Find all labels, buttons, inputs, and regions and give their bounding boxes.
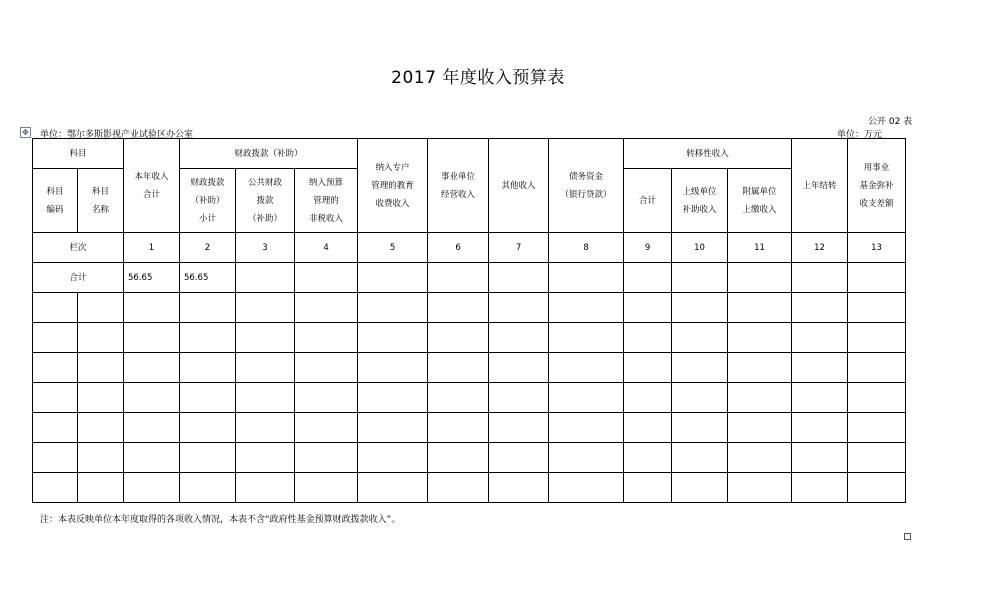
header-fiscal-appropriation: 财政拨款（补助） bbox=[180, 139, 358, 169]
header-last-year-balance: 上年结转 bbox=[792, 139, 848, 233]
table-cell[interactable] bbox=[428, 383, 489, 413]
table-cell[interactable] bbox=[124, 353, 180, 383]
index-cell: 4 bbox=[295, 233, 358, 263]
total-cell[interactable] bbox=[358, 263, 428, 293]
table-cell[interactable] bbox=[848, 353, 906, 383]
table-cell[interactable] bbox=[180, 353, 236, 383]
table-cell[interactable] bbox=[489, 473, 549, 503]
table-cell[interactable] bbox=[295, 383, 358, 413]
table-cell[interactable] bbox=[489, 293, 549, 323]
header-other-income: 其他收入 bbox=[489, 139, 549, 233]
table-cell[interactable] bbox=[33, 413, 78, 443]
table-cell[interactable] bbox=[792, 383, 848, 413]
table-cell[interactable] bbox=[428, 353, 489, 383]
index-cell: 9 bbox=[624, 233, 672, 263]
table-cell[interactable] bbox=[33, 443, 78, 473]
table-cell[interactable] bbox=[624, 473, 672, 503]
table-cell[interactable] bbox=[728, 323, 792, 353]
table-cell[interactable] bbox=[428, 443, 489, 473]
table-cell[interactable] bbox=[624, 383, 672, 413]
header-affiliated-turnover: 附属单位 上缴收入 bbox=[728, 169, 792, 233]
table-cell[interactable] bbox=[848, 383, 906, 413]
table-cell[interactable] bbox=[672, 353, 728, 383]
total-cell[interactable] bbox=[428, 263, 489, 293]
empty-rows bbox=[33, 293, 906, 503]
table-cell[interactable] bbox=[792, 293, 848, 323]
table-note: 注：本表反映单位本年度取得的各项收入情况，本表不含“政府性基金预算财政拨款收入”。 bbox=[40, 515, 401, 525]
table-cell[interactable] bbox=[33, 383, 78, 413]
table-cell[interactable] bbox=[792, 413, 848, 443]
table-cell[interactable] bbox=[33, 473, 78, 503]
table-cell[interactable] bbox=[428, 413, 489, 443]
table-cell[interactable] bbox=[549, 473, 624, 503]
table-cell[interactable] bbox=[428, 293, 489, 323]
table-cell[interactable] bbox=[358, 323, 428, 353]
table-cell[interactable] bbox=[295, 323, 358, 353]
header-business-operating-income: 事业单位 经营收入 bbox=[428, 139, 489, 233]
table-cell[interactable] bbox=[78, 473, 124, 503]
index-cell: 2 bbox=[180, 233, 236, 263]
table-cell[interactable] bbox=[489, 443, 549, 473]
table-cell[interactable] bbox=[33, 293, 78, 323]
table-cell[interactable] bbox=[728, 353, 792, 383]
total-cell[interactable] bbox=[295, 263, 358, 293]
header-debt-funds: 债务资金 （银行贷款） bbox=[549, 139, 624, 233]
index-cell: 11 bbox=[728, 233, 792, 263]
table-cell[interactable] bbox=[489, 413, 549, 443]
table-cell[interactable] bbox=[124, 293, 180, 323]
total-cell[interactable] bbox=[624, 263, 672, 293]
table-cell[interactable] bbox=[549, 353, 624, 383]
table-cell[interactable] bbox=[295, 443, 358, 473]
index-cell: 5 bbox=[358, 233, 428, 263]
table-cell[interactable] bbox=[549, 293, 624, 323]
table-cell[interactable] bbox=[358, 383, 428, 413]
header-budget-managed-nontax: 纳入预算 管理的 非税收入 bbox=[295, 169, 358, 233]
table-cell[interactable] bbox=[624, 353, 672, 383]
table-cell[interactable] bbox=[848, 443, 906, 473]
header-fiscal-subtotal: 财政拨款 （补助） 小计 bbox=[180, 169, 236, 233]
table-cell[interactable] bbox=[180, 443, 236, 473]
unit-currency: 单位：万元 bbox=[837, 130, 883, 140]
unit-organization: 单位：鄂尔多斯影视产业试验区办公室 bbox=[40, 130, 194, 140]
table-cell[interactable] bbox=[489, 323, 549, 353]
index-cell: 3 bbox=[236, 233, 295, 263]
table-cell[interactable] bbox=[295, 413, 358, 443]
table-cell[interactable] bbox=[33, 323, 78, 353]
table-row bbox=[33, 293, 906, 323]
total-cell[interactable] bbox=[489, 263, 549, 293]
table-cell[interactable] bbox=[236, 473, 295, 503]
total-cell[interactable] bbox=[549, 263, 624, 293]
header-transfer-income: 转移性收入 bbox=[624, 139, 792, 169]
table-cell[interactable] bbox=[848, 293, 906, 323]
table-cell[interactable] bbox=[489, 353, 549, 383]
header-subject: 科目 bbox=[33, 139, 124, 169]
table-cell[interactable] bbox=[624, 443, 672, 473]
table-cell[interactable] bbox=[549, 413, 624, 443]
table-cell[interactable] bbox=[672, 293, 728, 323]
header-subject-code: 科目 编码 bbox=[33, 169, 78, 233]
table-move-handle-icon[interactable]: ✥ bbox=[20, 127, 31, 138]
table-cell[interactable] bbox=[33, 353, 78, 383]
table-cell[interactable] bbox=[295, 293, 358, 323]
table-cell[interactable] bbox=[848, 473, 906, 503]
table-cell[interactable] bbox=[672, 413, 728, 443]
table-cell[interactable] bbox=[236, 443, 295, 473]
table-cell[interactable] bbox=[236, 323, 295, 353]
index-cell: 6 bbox=[428, 233, 489, 263]
header-transfer-total: 合计 bbox=[624, 169, 672, 233]
total-cell[interactable]: 56.65 bbox=[124, 263, 180, 293]
table-cell[interactable] bbox=[180, 383, 236, 413]
table-row bbox=[33, 383, 906, 413]
table-cell[interactable] bbox=[124, 443, 180, 473]
header-subject-name: 科目 名称 bbox=[78, 169, 124, 233]
table-cell[interactable] bbox=[295, 353, 358, 383]
table-cell[interactable] bbox=[358, 443, 428, 473]
table-cell[interactable] bbox=[295, 473, 358, 503]
table-cell[interactable] bbox=[78, 443, 124, 473]
table-cell[interactable] bbox=[728, 413, 792, 443]
table-cell[interactable] bbox=[549, 383, 624, 413]
table-cell[interactable] bbox=[848, 323, 906, 353]
table-cell[interactable] bbox=[549, 323, 624, 353]
total-cell[interactable] bbox=[848, 263, 906, 293]
table-cell[interactable] bbox=[180, 293, 236, 323]
table-cell[interactable] bbox=[78, 413, 124, 443]
table-cell[interactable] bbox=[180, 413, 236, 443]
table-cell[interactable] bbox=[624, 413, 672, 443]
index-cell: 13 bbox=[848, 233, 906, 263]
table-cell[interactable] bbox=[848, 413, 906, 443]
table-cell[interactable] bbox=[428, 473, 489, 503]
table-cell[interactable] bbox=[180, 323, 236, 353]
index-cell: 8 bbox=[549, 233, 624, 263]
table-cell[interactable] bbox=[672, 443, 728, 473]
table-cell[interactable] bbox=[236, 413, 295, 443]
table-cell[interactable] bbox=[489, 383, 549, 413]
table-cell[interactable] bbox=[728, 443, 792, 473]
table-cell[interactable] bbox=[124, 383, 180, 413]
total-cell[interactable] bbox=[672, 263, 728, 293]
table-cell[interactable] bbox=[236, 293, 295, 323]
index-cell: 7 bbox=[489, 233, 549, 263]
table-cell[interactable] bbox=[78, 353, 124, 383]
table-cell[interactable] bbox=[672, 473, 728, 503]
table-cell[interactable] bbox=[78, 383, 124, 413]
index-label: 栏次 bbox=[33, 233, 124, 263]
table-cell[interactable] bbox=[792, 473, 848, 503]
table-cell[interactable] bbox=[792, 353, 848, 383]
index-cell: 12 bbox=[792, 233, 848, 263]
table-cell[interactable] bbox=[124, 473, 180, 503]
table-row bbox=[33, 353, 906, 383]
table-cell[interactable] bbox=[624, 293, 672, 323]
table-cell[interactable] bbox=[236, 383, 295, 413]
index-cell: 10 bbox=[672, 233, 728, 263]
table-row bbox=[33, 413, 906, 443]
index-cell: 1 bbox=[124, 233, 180, 263]
page-title: 2017 年度收入预算表 bbox=[391, 68, 565, 88]
table-cell[interactable] bbox=[728, 293, 792, 323]
income-budget-table bbox=[32, 138, 906, 503]
index-row bbox=[33, 233, 906, 263]
total-cell[interactable] bbox=[236, 263, 295, 293]
table-cell[interactable] bbox=[358, 353, 428, 383]
page-end-marker bbox=[904, 533, 911, 540]
table-row bbox=[33, 323, 906, 353]
table-code: 公开 02 表 bbox=[868, 117, 913, 127]
table-cell[interactable] bbox=[180, 473, 236, 503]
table-row bbox=[33, 443, 906, 473]
header-fund-offset: 用事业 基金弥补 收支差额 bbox=[848, 139, 906, 233]
table-cell[interactable] bbox=[728, 383, 792, 413]
table-cell[interactable] bbox=[358, 293, 428, 323]
table-cell[interactable] bbox=[549, 443, 624, 473]
table-cell[interactable] bbox=[124, 413, 180, 443]
header-special-account-income: 纳入专户 管理的教育 收费收入 bbox=[358, 139, 428, 233]
header-total-income: 本年收入 合计 bbox=[124, 139, 180, 233]
header-public-fiscal: 公共财政 拨款 （补助） bbox=[236, 169, 295, 233]
table-cell[interactable] bbox=[358, 413, 428, 443]
table-cell[interactable] bbox=[428, 323, 489, 353]
total-cell[interactable] bbox=[792, 263, 848, 293]
total-cell[interactable] bbox=[728, 263, 792, 293]
total-row bbox=[33, 263, 906, 293]
table-row bbox=[33, 473, 906, 503]
total-cell[interactable]: 56.65 bbox=[180, 263, 236, 293]
total-label: 合计 bbox=[33, 263, 124, 293]
header-superior-subsidy: 上级单位 补助收入 bbox=[672, 169, 728, 233]
table-cell[interactable] bbox=[728, 473, 792, 503]
table-cell[interactable] bbox=[672, 323, 728, 353]
table-cell[interactable] bbox=[792, 443, 848, 473]
header-row-1 bbox=[33, 139, 906, 169]
table-cell[interactable] bbox=[624, 323, 672, 353]
table-cell[interactable] bbox=[358, 473, 428, 503]
table-cell[interactable] bbox=[78, 293, 124, 323]
table-cell[interactable] bbox=[236, 353, 295, 383]
table-cell[interactable] bbox=[78, 323, 124, 353]
table-cell[interactable] bbox=[792, 323, 848, 353]
table-cell[interactable] bbox=[672, 383, 728, 413]
table-cell[interactable] bbox=[124, 323, 180, 353]
